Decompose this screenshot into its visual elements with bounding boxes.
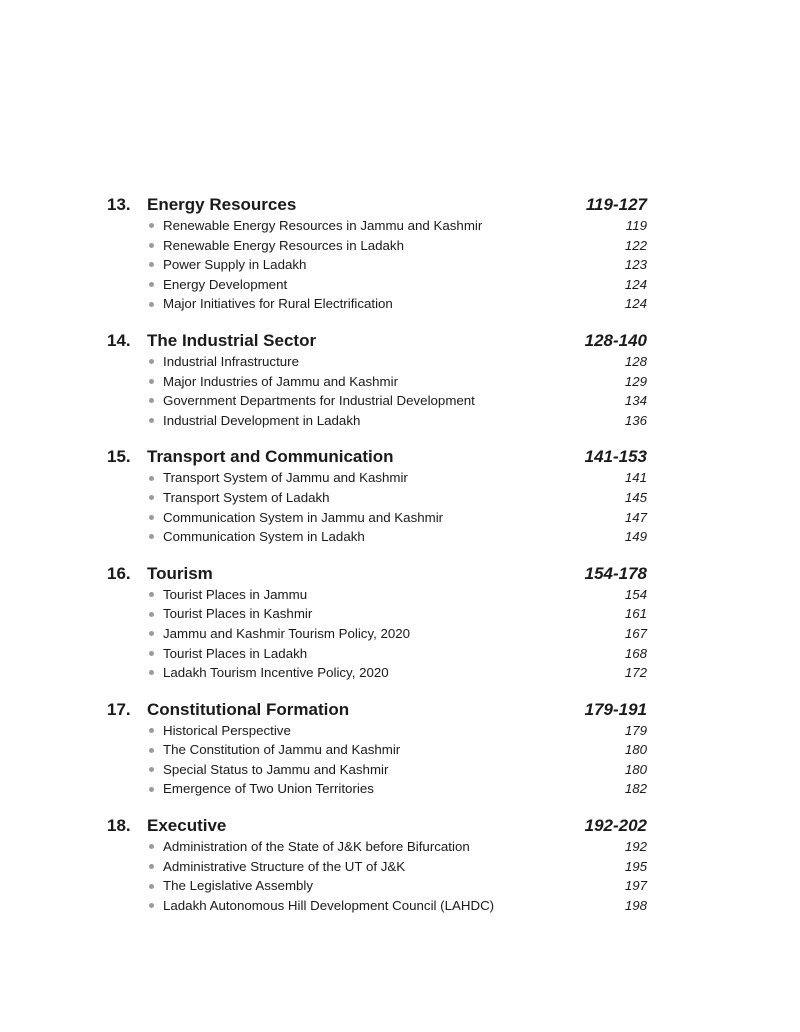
chapter-number: 16.: [107, 563, 131, 583]
entry-page-number: 167: [624, 625, 647, 641]
chapter-title: Executive: [147, 816, 227, 836]
toc-section: [107, 194, 647, 314]
chapter-title: The Industrial Sector: [147, 330, 317, 350]
bullet-icon: [149, 359, 154, 364]
toc-entry[interactable]: [107, 236, 647, 256]
toc-entry[interactable]: [107, 372, 647, 392]
bullet-icon: [149, 748, 154, 753]
chapter-number: 17.: [107, 699, 131, 719]
toc-section: [107, 330, 647, 430]
bullet-icon: [149, 262, 154, 267]
toc-entry[interactable]: [107, 216, 647, 236]
bullet-icon: [149, 495, 154, 500]
entry-title: Emergence of Two Union Territories: [163, 781, 374, 797]
entry-page-number: 195: [624, 858, 647, 874]
entry-title: Administrative Structure of the UT of J&K: [163, 858, 406, 874]
bullet-icon: [149, 282, 154, 287]
entry-page-number: 180: [624, 742, 647, 758]
entry-title: The Legislative Assembly: [163, 878, 314, 894]
bullet-icon: [149, 223, 154, 228]
entry-page-number: 123: [624, 257, 647, 273]
bullet-icon: [149, 398, 154, 403]
entry-title: Historical Perspective: [163, 722, 291, 738]
toc-entry[interactable]: [107, 644, 647, 664]
entry-page-number: 154: [624, 586, 647, 602]
chapter-title: Tourism: [147, 563, 213, 583]
entry-page-number: 119: [625, 218, 647, 233]
toc-section: [107, 815, 647, 915]
toc-entry[interactable]: [107, 411, 647, 431]
entry-page-number: 124: [624, 276, 647, 292]
chapter-page-range: 119-127: [585, 195, 647, 214]
entry-title: Administration of the State of J&K before Bifurcation: [163, 839, 470, 855]
entry-page-number: 147: [624, 509, 647, 525]
bullet-icon: [149, 243, 154, 248]
bullet-icon: [149, 476, 154, 481]
toc-entry[interactable]: [107, 721, 647, 741]
entry-title: Renewable Energy Resources in Jammu and Kashmir: [163, 218, 483, 233]
toc-entry[interactable]: [107, 275, 647, 295]
entry-page-number: 136: [624, 412, 647, 428]
entry-title: Tourist Places in Ladakh: [163, 645, 308, 661]
bullet-icon: [149, 670, 154, 675]
entry-page-number: 180: [624, 761, 647, 777]
entry-page-number: 128: [624, 353, 647, 369]
entry-page-number: 197: [624, 878, 647, 894]
toc-entry[interactable]: [107, 527, 647, 547]
toc-entry[interactable]: [107, 876, 647, 896]
entry-title: Renewable Energy Resources in Ladakh: [163, 237, 404, 253]
table-of-contents: [107, 194, 647, 931]
toc-entry[interactable]: [107, 585, 647, 605]
entry-page-number: 192: [624, 839, 647, 855]
bullet-icon: [149, 612, 154, 617]
chapter-page-range: 154-178: [584, 563, 647, 583]
entry-title: Jammu and Kashmir Tourism Policy, 2020: [163, 625, 411, 641]
chapter-heading[interactable]: [107, 446, 647, 468]
chapter-heading[interactable]: [107, 194, 647, 216]
bullet-icon: [149, 844, 154, 849]
toc-entry[interactable]: [107, 488, 647, 508]
bullet-icon: [149, 651, 154, 656]
entry-title: Ladakh Autonomous Hill Development Council (LAHDC): [163, 897, 495, 913]
entry-title: Special Status to Jammu and Kashmir: [163, 761, 389, 777]
toc-entry[interactable]: [107, 352, 647, 372]
toc-entry[interactable]: [107, 391, 647, 411]
entry-title: Tourist Places in Jammu: [163, 586, 308, 602]
bullet-icon: [149, 534, 154, 539]
bullet-icon: [149, 379, 154, 384]
chapter-page-range: 128-140: [584, 330, 647, 350]
chapter-heading[interactable]: [107, 815, 647, 837]
entry-page-number: 172: [624, 665, 647, 681]
entry-page-number: 141: [624, 470, 647, 486]
bullet-icon: [149, 515, 154, 520]
chapter-number: 14.: [107, 330, 131, 350]
toc-entry[interactable]: [107, 896, 647, 916]
toc-section: [107, 699, 647, 799]
chapter-title: Transport and Communication: [147, 447, 394, 467]
chapter-page-range: 179-191: [584, 699, 647, 719]
toc-entry[interactable]: [107, 624, 647, 644]
toc-entry[interactable]: [107, 857, 647, 877]
entry-title: The Constitution of Jammu and Kashmir: [163, 742, 401, 758]
bullet-icon: [149, 592, 154, 597]
toc-entry[interactable]: [107, 740, 647, 760]
entry-page-number: 161: [624, 606, 647, 622]
entry-page-number: 182: [624, 781, 647, 797]
toc-section: [107, 563, 647, 683]
toc-entry[interactable]: [107, 294, 647, 314]
toc-entry[interactable]: [107, 468, 647, 488]
bullet-icon: [149, 418, 154, 423]
chapter-heading[interactable]: [107, 699, 647, 721]
entry-title: Major Industries of Jammu and Kashmir: [163, 373, 399, 389]
entry-title: Major Initiatives for Rural Electrification: [163, 296, 393, 312]
entry-page-number: 168: [624, 645, 647, 661]
chapter-title: Constitutional Formation: [147, 699, 350, 719]
entry-title: Tourist Places in Kashmir: [163, 606, 313, 622]
entry-title: Communication System in Ladakh: [163, 529, 365, 545]
entry-page-number: 198: [624, 897, 647, 913]
bullet-icon: [149, 302, 154, 307]
entry-page-number: 124: [624, 296, 647, 312]
entry-title: Power Supply in Ladakh: [163, 257, 307, 273]
toc-entry[interactable]: [107, 837, 647, 857]
chapter-heading[interactable]: [107, 330, 647, 352]
bullet-icon: [149, 903, 154, 908]
toc-entry[interactable]: [107, 255, 647, 275]
chapter-number: 15.: [107, 447, 131, 467]
entry-title: Transport System of Jammu and Kashmir: [163, 470, 408, 486]
entry-title: Energy Development: [163, 276, 288, 292]
entry-title: Industrial Development in Ladakh: [163, 412, 361, 428]
chapter-page-range: 141-153: [584, 447, 647, 467]
entry-title: Transport System of Ladakh: [163, 489, 330, 505]
bullet-icon: [149, 884, 154, 889]
entry-page-number: 145: [624, 489, 647, 505]
toc-entry[interactable]: [107, 779, 647, 799]
entry-title: Industrial Infrastructure: [163, 353, 299, 369]
entry-page-number: 134: [624, 393, 647, 409]
entry-page-number: 179: [624, 722, 647, 738]
bullet-icon: [149, 631, 154, 636]
entry-title: Government Departments for Industrial Development: [163, 393, 475, 409]
toc-entry[interactable]: [107, 663, 647, 683]
toc-entry[interactable]: [107, 760, 647, 780]
bullet-icon: [149, 787, 154, 792]
bullet-icon: [149, 767, 154, 772]
entry-page-number: 149: [624, 529, 647, 545]
chapter-page-range: 192-202: [584, 816, 647, 836]
chapter-number: 18.: [107, 816, 131, 836]
entry-title: Communication System in Jammu and Kashmir: [163, 509, 444, 525]
entry-page-number: 129: [624, 373, 647, 389]
entry-title: Ladakh Tourism Incentive Policy, 2020: [163, 665, 389, 681]
entry-page-number: 122: [624, 237, 647, 253]
toc-entry[interactable]: [107, 604, 647, 624]
bullet-icon: [149, 864, 154, 869]
bullet-icon: [149, 728, 154, 733]
chapter-title: Energy Resources: [147, 195, 297, 214]
chapter-number: 13.: [107, 195, 131, 214]
toc-entry[interactable]: [107, 508, 647, 528]
toc-section: [107, 446, 647, 546]
chapter-heading[interactable]: [107, 563, 647, 585]
